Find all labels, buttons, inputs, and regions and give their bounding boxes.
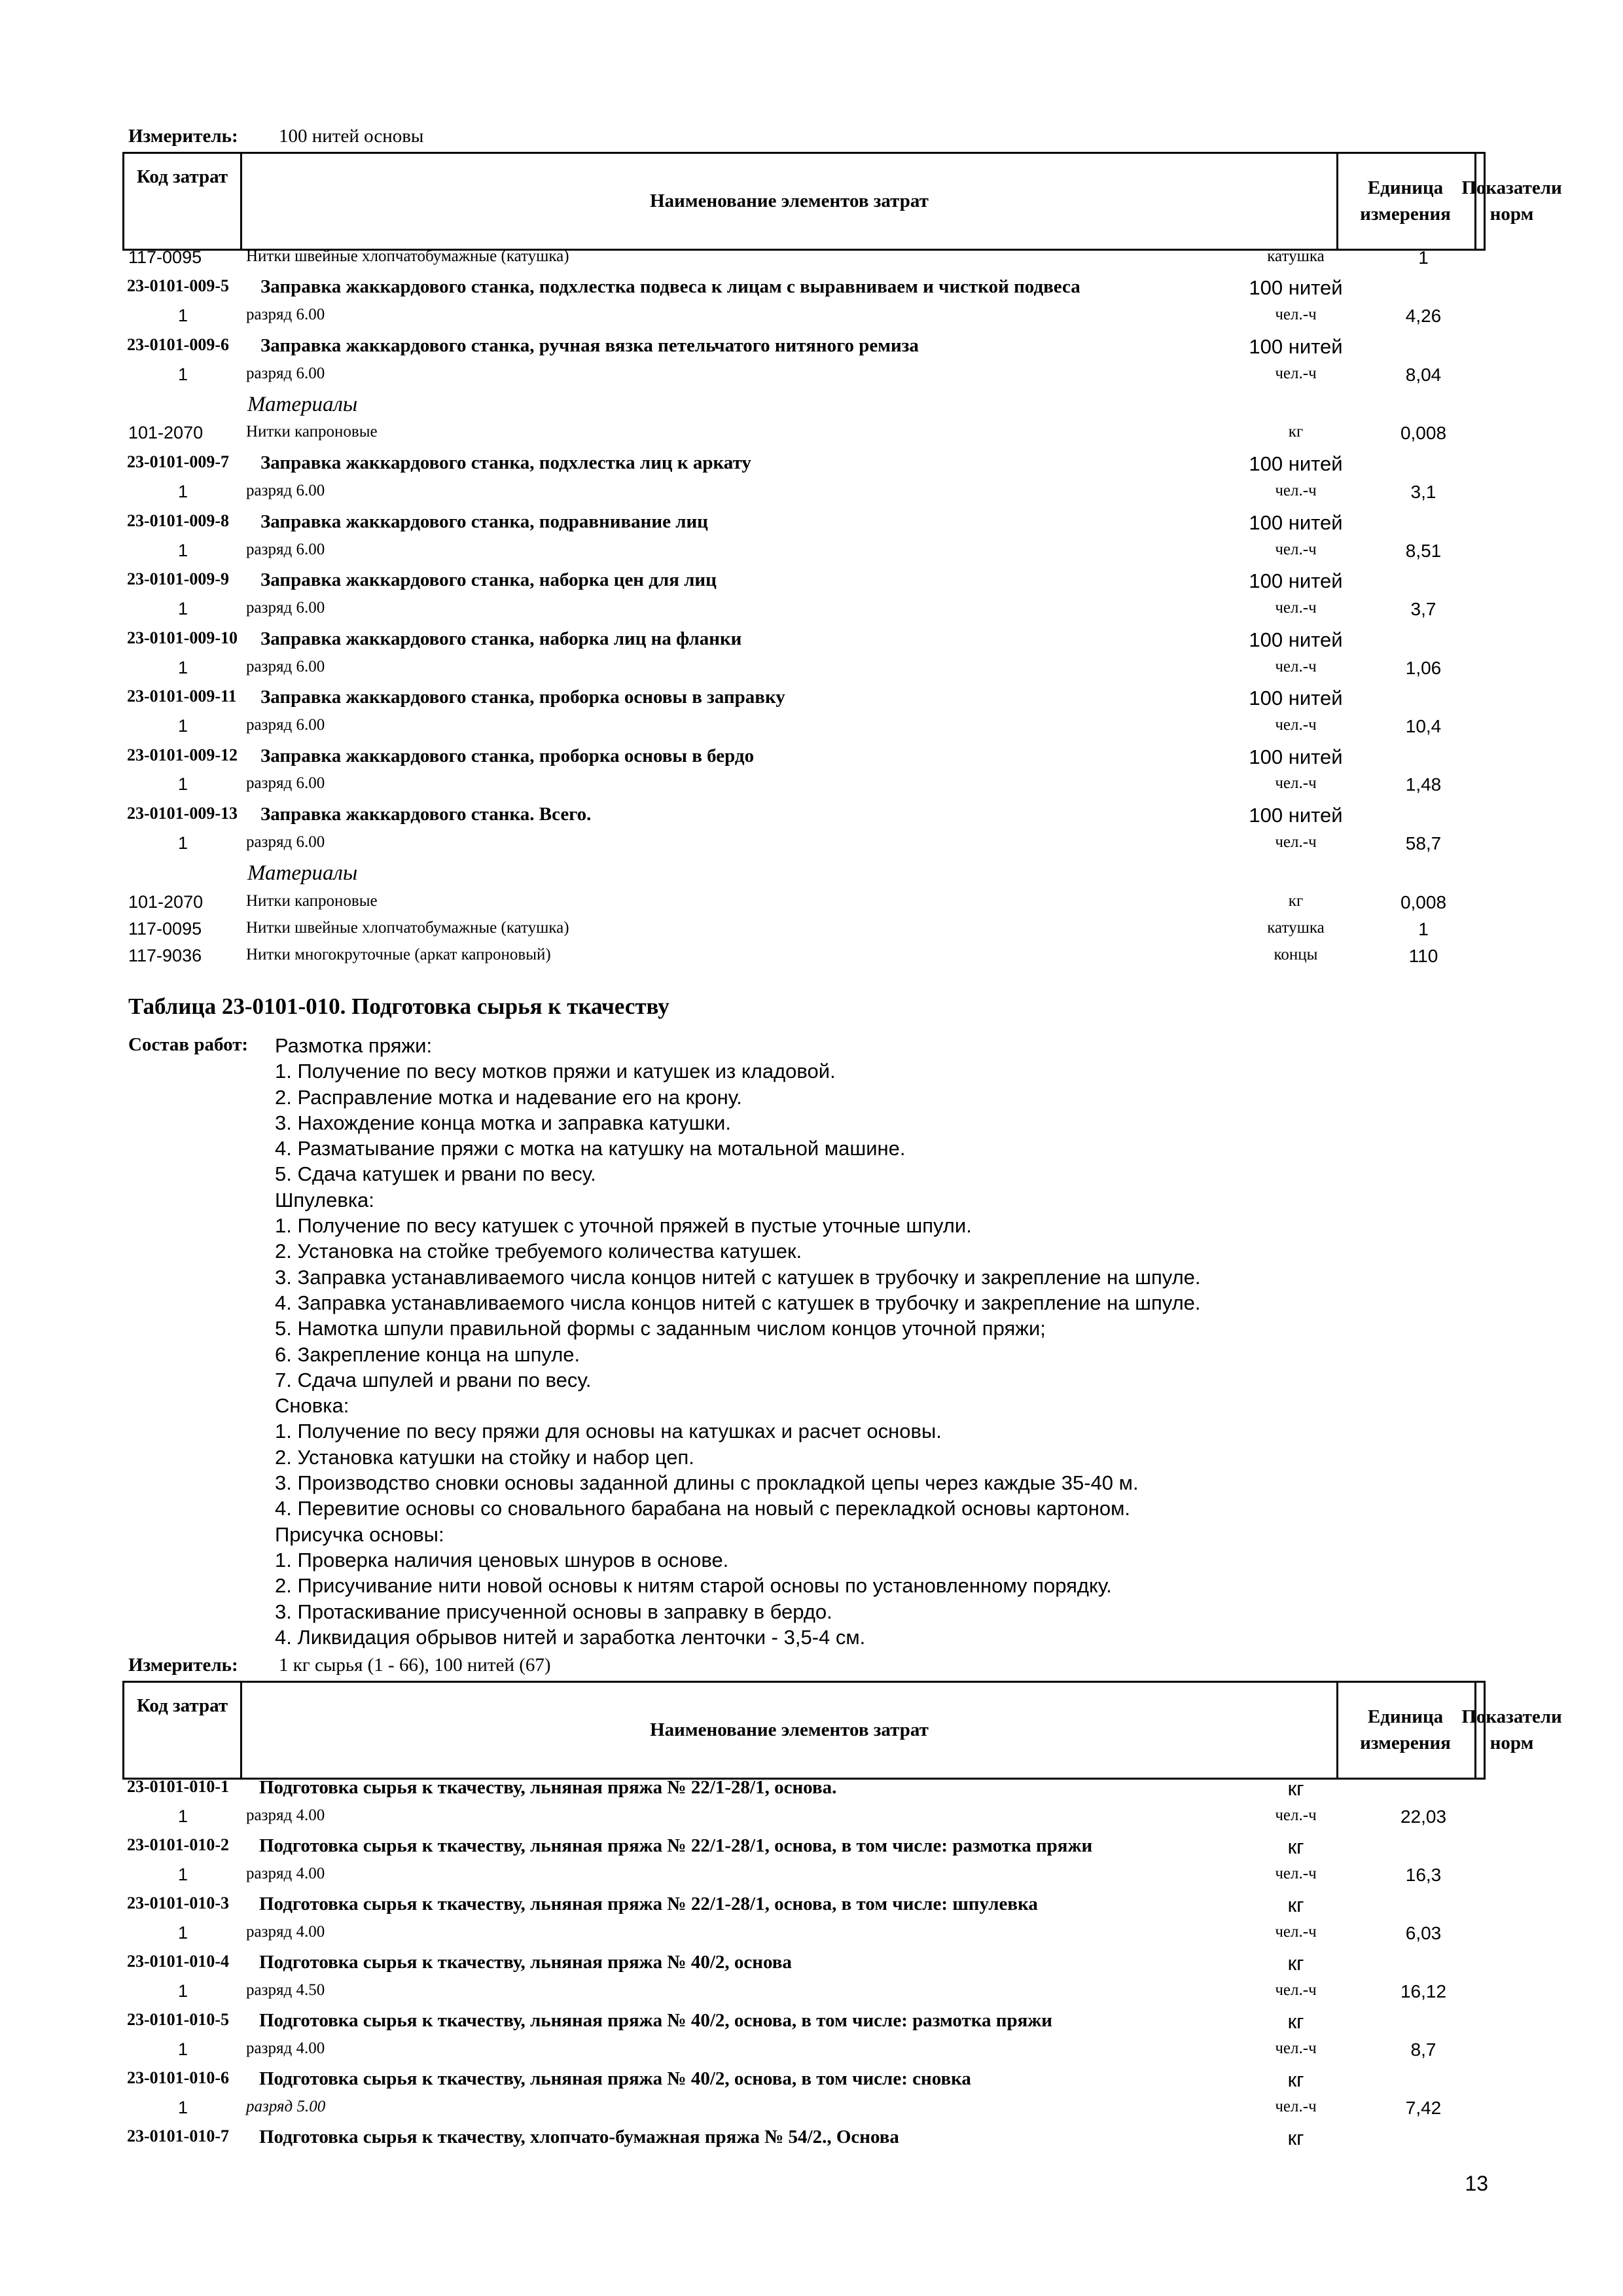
- table-row: [0, 919, 1623, 945]
- row-unit: катушка: [1267, 247, 1325, 265]
- row-value: 10,4: [1405, 716, 1442, 736]
- row-name: разряд 6.00: [246, 365, 325, 382]
- row-unit: чел.-ч: [1275, 306, 1317, 323]
- row-unit: 100 нитей: [1249, 569, 1343, 592]
- row-value: 16,12: [1400, 1981, 1447, 2001]
- row-code: 1: [178, 716, 188, 736]
- row-name: Подготовка сырья к ткачеству, льняная пряжа № 22/1-28/1, основа.: [259, 1777, 837, 1798]
- table-header-bottom: [122, 1681, 1562, 1780]
- table-row: [0, 628, 1623, 655]
- row-value: 4,26: [1405, 306, 1442, 326]
- row-value: 0,008: [1400, 423, 1447, 443]
- header-code: Код затрат: [124, 1683, 242, 1778]
- row-code: 1: [178, 599, 188, 619]
- row-unit: кг: [1287, 1777, 1304, 1800]
- row-code: 1: [178, 774, 188, 794]
- composition-line: 4. Ликвидация обрывов нитей и заработка ленточки - 3,5-4 см.: [275, 1625, 866, 1649]
- row-code: 1: [178, 1865, 188, 1884]
- row-name: разряд 6.00: [246, 833, 325, 851]
- row-unit: чел.-ч: [1275, 541, 1317, 558]
- page-number: 13: [1465, 2172, 1488, 2195]
- row-name: Подготовка сырья к ткачеству, льняная пряжа № 40/2, основа: [259, 1952, 792, 1973]
- row-unit: 100 нитей: [1249, 276, 1343, 299]
- table-header-top: [122, 152, 1562, 251]
- row-name: Нитки капроновые: [246, 892, 378, 910]
- measure-value: 100 нитей основы: [279, 126, 424, 147]
- row-name: разряд 5.00: [246, 2098, 326, 2115]
- table-row: [0, 482, 1623, 508]
- table-row: [0, 599, 1623, 625]
- row-code: 1: [178, 365, 188, 384]
- header-norm: Показатели норм: [1461, 1706, 1562, 1753]
- composition-line: 3. Производство сновки основы заданной длины с прокладкой цепы через каждые 35-40 м.: [275, 1471, 1139, 1495]
- table-row: [0, 2039, 1623, 2066]
- row-unit: чел.-ч: [1275, 833, 1317, 851]
- row-code: 23-0101-009-11: [127, 687, 237, 706]
- row-unit: чел.-ч: [1275, 1981, 1317, 1999]
- row-name: Нитки капроновые: [246, 423, 378, 440]
- composition-line: 2. Присучивание нити новой основы к нитям старой основы по установленному порядку.: [275, 1574, 1112, 1598]
- row-value: 1: [1418, 919, 1429, 939]
- table-row: [0, 1865, 1623, 1891]
- table-row: [0, 687, 1623, 713]
- table-row: [0, 745, 1623, 772]
- table-row: [0, 1835, 1623, 1861]
- composition-line: 3. Нахождение конца мотка и заправка катушки.: [275, 1111, 731, 1134]
- row-code: 101-2070: [128, 892, 204, 912]
- table-row: [0, 541, 1623, 567]
- row-value: 0,008: [1400, 892, 1447, 912]
- row-name: Заправка жаккардового станка, наборка цен для лиц: [260, 569, 717, 590]
- row-unit: кг: [1287, 1835, 1304, 1858]
- row-value: 8,7: [1410, 2039, 1436, 2060]
- composition-line: 2. Установка на стойке требуемого количества катушек.: [275, 1240, 802, 1263]
- row-unit: чел.-ч: [1275, 774, 1317, 792]
- row-unit: кг: [1287, 2068, 1304, 2091]
- row-code: 117-9036: [128, 946, 202, 965]
- row-unit: чел.-ч: [1275, 2098, 1317, 2115]
- table-row: [0, 1893, 1623, 1920]
- row-name: разряд 4.00: [246, 1865, 325, 1882]
- row-name: Заправка жаккардового станка, наборка лиц на фланки: [260, 628, 742, 649]
- composition-line: 6. Закрепление конца на шпуле.: [275, 1342, 580, 1366]
- row-value: 7,42: [1405, 2098, 1442, 2118]
- composition-label: Состав работ:: [128, 1034, 249, 1055]
- composition-line: 3. Протаскивание присученной основы в заправку в бердо.: [275, 1600, 832, 1623]
- row-value: 6,03: [1405, 1923, 1442, 1943]
- row-code: 23-0101-010-1: [127, 1777, 229, 1796]
- table-row: [0, 946, 1623, 972]
- row-code: 117-0095: [128, 247, 202, 267]
- row-code: 23-0101-010-6: [127, 2068, 229, 2087]
- row-name: Заправка жаккардового станка, проборка основы в заправку: [260, 687, 785, 708]
- row-unit: кг: [1287, 1952, 1304, 1975]
- composition-line: Размотка пряжи:: [275, 1034, 433, 1057]
- row-code: 23-0101-010-3: [127, 1893, 229, 1912]
- row-name: Заправка жаккардового станка, проборка основы в бердо: [260, 745, 755, 766]
- row-name: разряд 6.00: [246, 716, 325, 734]
- row-unit: 100 нитей: [1249, 511, 1343, 534]
- row-code: 1: [178, 1981, 188, 2001]
- row-value: 8,51: [1405, 541, 1442, 561]
- row-unit: кг: [1287, 2126, 1304, 2149]
- composition-line: 1. Получение по весу катушек с уточной пряжей в пустые уточные шпули.: [275, 1214, 972, 1238]
- row-unit: чел.-ч: [1275, 365, 1317, 382]
- row-code: 1: [178, 658, 188, 677]
- row-value: 3,1: [1410, 482, 1436, 502]
- table-row: [0, 1923, 1623, 1949]
- row-code: 117-0095: [128, 919, 202, 939]
- table-row: [0, 247, 1623, 274]
- table-row: [0, 892, 1623, 918]
- row-code: 1: [178, 306, 188, 325]
- table-row: [0, 774, 1623, 800]
- table-row: [0, 804, 1623, 830]
- composition-line: 5. Сдача катушек и рвани по весу.: [275, 1162, 596, 1186]
- row-name: Нитки швейные хлопчатобумажные (катушка): [246, 919, 569, 937]
- measure-value: 1 кг сырья (1 - 66), 100 нитей (67): [279, 1655, 551, 1676]
- row-code: 23-0101-010-2: [127, 1835, 229, 1854]
- row-code: 23-0101-009-9: [127, 569, 229, 588]
- row-name: Нитки швейные хлопчатобумажные (катушка): [246, 247, 569, 265]
- row-code: 23-0101-010-5: [127, 2010, 229, 2029]
- table-title: Таблица 23-0101-010. Подготовка сырья к ткачеству: [128, 994, 669, 1019]
- row-code: 23-0101-009-8: [127, 511, 229, 530]
- row-value: 16,3: [1405, 1865, 1442, 1885]
- row-unit: чел.-ч: [1275, 1806, 1317, 1824]
- measure-label: Измеритель:: [128, 1655, 238, 1676]
- row-name: Материалы: [247, 861, 358, 885]
- row-value: 1,48: [1405, 774, 1442, 795]
- table-row: [0, 1777, 1623, 1803]
- header-norm: Показатели норм: [1461, 177, 1562, 224]
- composition-line: 4. Заправка устанавливаемого числа концов нитей с катушек в трубочку и закрепление на шпуле.: [275, 1291, 1201, 1314]
- header-name: Наименование элементов затрат: [242, 154, 1338, 249]
- row-name: Нитки многокруточные (аркат капроновый): [246, 946, 551, 963]
- table-row: [0, 1806, 1623, 1833]
- row-value: 58,7: [1405, 833, 1442, 853]
- row-name: разряд 6.00: [246, 599, 325, 617]
- materials-heading: [0, 861, 1623, 888]
- table-row: [0, 452, 1623, 478]
- table-row: [0, 658, 1623, 684]
- row-value: 110: [1408, 946, 1438, 966]
- row-value: 3,7: [1410, 599, 1436, 619]
- materials-heading: [0, 393, 1623, 419]
- composition-line: 1. Получение по весу мотков пряжи и катушек из кладовой.: [275, 1060, 836, 1083]
- row-name: Заправка жаккардового станка, подхлестка лиц к аркату: [260, 452, 751, 473]
- table-row: [0, 306, 1623, 332]
- row-code: 23-0101-009-12: [127, 745, 238, 764]
- table-row: [0, 569, 1623, 596]
- table-row: [0, 365, 1623, 391]
- row-unit: 100 нитей: [1249, 628, 1343, 651]
- row-unit: чел.-ч: [1275, 482, 1317, 499]
- row-unit: кг: [1288, 892, 1304, 910]
- row-code: 1: [178, 1923, 188, 1943]
- row-code: 1: [178, 1806, 188, 1826]
- composition-line: Шпулевка:: [275, 1188, 374, 1211]
- row-name: разряд 6.00: [246, 541, 325, 558]
- composition-line: 4. Перевитие основы со сновального барабана на новый с перекладкой основы картоном.: [275, 1497, 1131, 1520]
- row-code: 23-0101-010-4: [127, 1952, 229, 1971]
- header-name: Наименование элементов затрат: [242, 1683, 1338, 1778]
- row-name: Заправка жаккардового станка, подхлестка подвеса к лицам с выравниваем и чисткой подвеса: [260, 276, 1080, 297]
- row-code: 23-0101-009-10: [127, 628, 238, 647]
- row-name: Подготовка сырья к ткачеству, льняная пряжа № 22/1-28/1, основа, в том числе: размотка пряжи: [259, 1835, 1093, 1856]
- row-unit: катушка: [1267, 919, 1325, 937]
- row-value: 8,04: [1405, 365, 1442, 385]
- row-unit: чел.-ч: [1275, 658, 1317, 675]
- row-name: Подготовка сырья к ткачеству, льняная пряжа № 40/2, основа, в том числе: сновка: [259, 2068, 971, 2089]
- table-row: [0, 1952, 1623, 1978]
- row-unit: чел.-ч: [1275, 716, 1317, 734]
- table-row: [0, 335, 1623, 361]
- table-row: [0, 2068, 1623, 2094]
- row-name: Подготовка сырья к ткачеству, хлопчато-бумажная пряжа № 54/2., Основа: [259, 2126, 899, 2147]
- row-code: 23-0101-009-13: [127, 804, 238, 823]
- table-row: [0, 2010, 1623, 2036]
- row-name: Заправка жаккардового станка. Всего.: [260, 804, 592, 825]
- measure-label: Измеритель:: [128, 126, 238, 147]
- row-unit: 100 нитей: [1249, 452, 1343, 475]
- table-row: [0, 2098, 1623, 2124]
- row-name: разряд 4.00: [246, 2039, 325, 2057]
- row-unit: 100 нитей: [1249, 687, 1343, 709]
- measure-line-bottom: [128, 1655, 551, 1676]
- row-unit: кг: [1287, 1893, 1304, 1916]
- table-row: [0, 2126, 1623, 2153]
- table-row: [0, 1981, 1623, 2007]
- row-name: Заправка жаккардового станка, подравнивание лиц: [260, 511, 708, 532]
- table-row: [0, 276, 1623, 302]
- row-name: Подготовка сырья к ткачеству, льняная пряжа № 22/1-28/1, основа, в том числе: шпулевка: [259, 1893, 1038, 1914]
- row-unit: концы: [1274, 946, 1318, 963]
- table-row: [0, 423, 1623, 449]
- composition-line: 1. Проверка наличия ценовых шнуров в основе.: [275, 1548, 729, 1571]
- measure-line-top: [128, 126, 423, 147]
- row-unit: чел.-ч: [1275, 599, 1317, 617]
- composition-line: 2. Расправление мотка и надевание его на крону.: [275, 1085, 742, 1109]
- table-row: [0, 511, 1623, 537]
- composition-list: [275, 1033, 1201, 1650]
- composition-line: 4. Разматывание пряжи с мотка на катушку на мотальной машине.: [275, 1137, 906, 1160]
- row-code: 23-0101-009-6: [127, 335, 229, 354]
- composition-line: 7. Сдача шпулей и рвани по весу.: [275, 1368, 592, 1391]
- composition-line: Присучка основы:: [275, 1522, 444, 1546]
- row-code: 1: [178, 482, 188, 501]
- row-code: 23-0101-009-5: [127, 276, 229, 295]
- row-code: 1: [178, 833, 188, 853]
- composition-line: Сновка:: [275, 1394, 349, 1418]
- row-name: разряд 6.00: [246, 482, 325, 499]
- row-unit: чел.-ч: [1275, 1865, 1317, 1882]
- row-unit: 100 нитей: [1249, 804, 1343, 827]
- row-code: 101-2070: [128, 423, 204, 442]
- row-name: разряд 6.00: [246, 306, 325, 323]
- composition-line: 2. Установка катушки на стойку и набор цеп.: [275, 1445, 694, 1469]
- row-name: Заправка жаккардового станка, ручная вязка петельчатого нитяного ремиза: [260, 335, 919, 356]
- header-unit: Единица измерения: [1336, 154, 1476, 249]
- table-row: [0, 833, 1623, 859]
- row-name: разряд 4.50: [246, 1981, 325, 1999]
- row-name: Материалы: [247, 393, 358, 416]
- row-unit: чел.-ч: [1275, 1923, 1317, 1941]
- row-value: 1,06: [1405, 658, 1442, 678]
- row-code: 1: [178, 2039, 188, 2059]
- composition-line: 3. Заправка устанавливаемого числа концов нитей с катушек в трубочку и закрепление на шпуле.: [275, 1265, 1201, 1289]
- header-code: Код затрат: [124, 154, 242, 249]
- header-unit: Единица измерения: [1336, 1683, 1476, 1778]
- row-name: разряд 6.00: [246, 658, 325, 675]
- row-code: 1: [178, 541, 188, 560]
- row-code: 23-0101-009-7: [127, 452, 229, 471]
- row-unit: чел.-ч: [1275, 2039, 1317, 2057]
- row-unit: 100 нитей: [1249, 335, 1343, 358]
- row-unit: кг: [1287, 2010, 1304, 2033]
- row-name: разряд 4.00: [246, 1806, 325, 1824]
- row-name: Подготовка сырья к ткачеству, льняная пряжа № 40/2, основа, в том числе: размотка пряжи: [259, 2010, 1052, 2031]
- row-code: 23-0101-010-7: [127, 2126, 229, 2145]
- row-value: 22,03: [1400, 1806, 1447, 1827]
- row-name: разряд 6.00: [246, 774, 325, 792]
- row-code: 1: [178, 2098, 188, 2117]
- composition-line: 1. Получение по весу пряжи для основы на катушках и расчет основы.: [275, 1420, 942, 1443]
- row-unit: кг: [1288, 423, 1304, 440]
- table-row: [0, 716, 1623, 742]
- row-name: разряд 4.00: [246, 1923, 325, 1941]
- row-unit: 100 нитей: [1249, 745, 1343, 768]
- row-value: 1: [1418, 247, 1429, 268]
- composition-line: 5. Намотка шпули правильной формы с заданным числом концов уточной пряжи;: [275, 1317, 1046, 1340]
